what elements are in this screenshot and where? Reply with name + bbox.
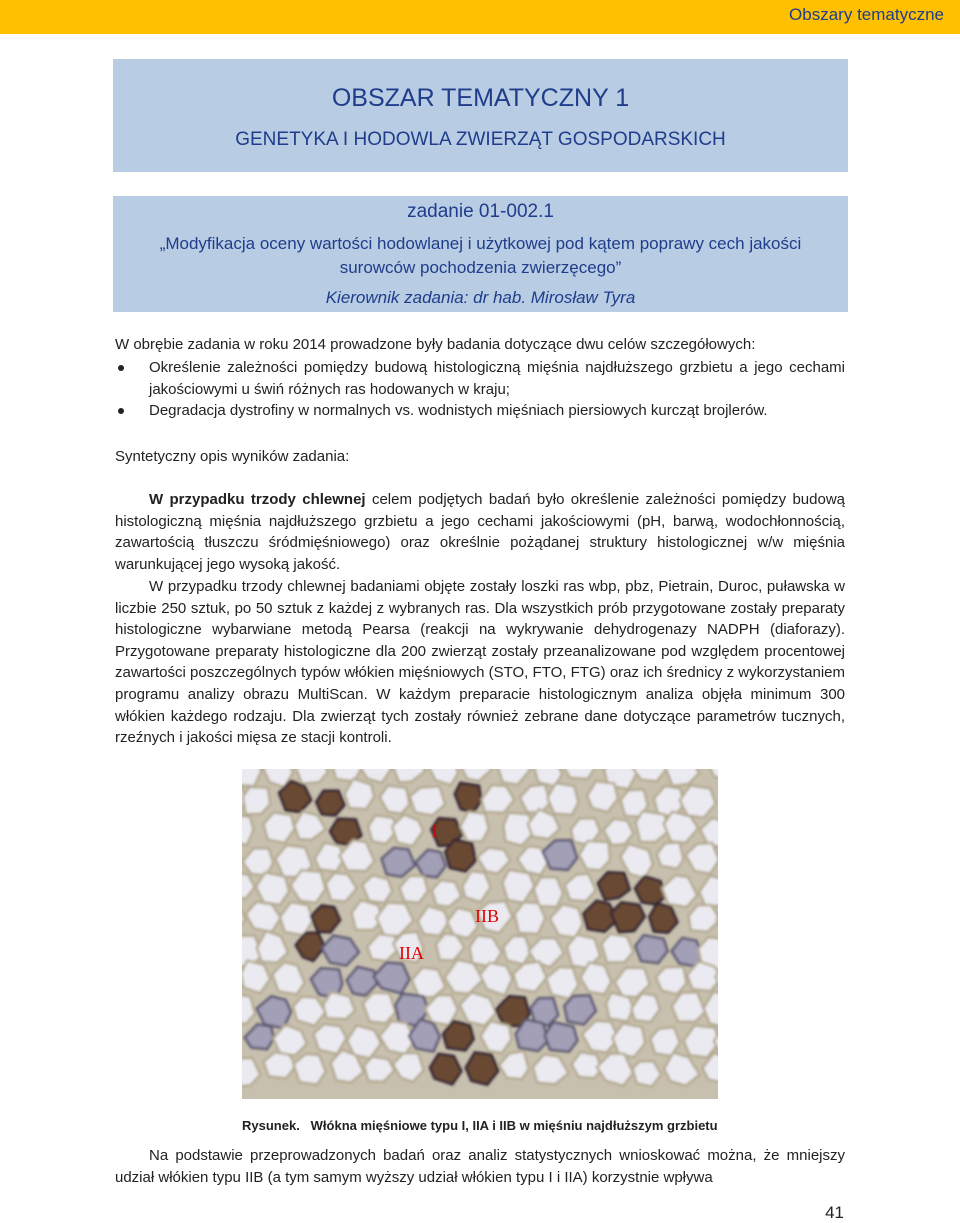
caption-text: Włókna mięśniowe typu I, IIA i IIB w mięśniu najdłuższym grzbietu (310, 1118, 718, 1133)
paragraph-1-bold: W przypadku trzody chlewnej (149, 491, 366, 508)
area-subtitle: GENETYKA I HODOWLA ZWIERZĄT GOSPODARSKICH (235, 129, 726, 150)
task-title: „Modyfikacja oceny wartości hodowlanej i użytkowej pod kątem poprawy cech jakości surowców pochodzenia zwierzęcego” (159, 234, 802, 277)
muscle-fiber (293, 1054, 325, 1085)
paragraph-1-text: celem podjętych badań było określenie zależności pomiędzy budową histologiczną mięśnia najdłuższego grzbietu a jego cechami jakościowymi (pH, barwą, wodochłonnością, zawartością tłuszczu śródmięśniowego) oraz określnie pożądanej struktury histologicznej w/w mięśnia warunkującej jego wysoką jakość. (115, 491, 845, 573)
muscle-fiber (445, 840, 475, 872)
bullet-icon (118, 408, 124, 414)
muscle-fiber (579, 841, 610, 870)
muscle-fiber (363, 993, 396, 1023)
caption-prefix: Rysunek. (242, 1118, 300, 1133)
intro-text: W obrębie zadania w roku 2014 prowadzone były badania dotyczące dwu celów szczegółowych: (115, 336, 756, 353)
muscle-fiber (606, 993, 633, 1022)
label-type-i: I (432, 821, 438, 841)
section-title: Obszary tematyczne (789, 5, 944, 24)
list-item (115, 400, 845, 422)
task-id: zadanie 01-002.1 (407, 201, 554, 222)
muscle-fiber (656, 967, 687, 994)
page-number: 41 (825, 1203, 844, 1222)
paragraph-2: W przypadku trzody chlewnej badaniami objęte zostały loszki ras wbp, pbz, Pietrain, Duroc, puławska w liczbie 250 sztuk, po 50 sztuk z każdej z wybranych ras. Dla wszystkich prób przygotowane zostały preparaty histologiczne wybarwiane metodą Pearsa (reakcji na wykrywanie dehydrogenazy NADPH (diaforazy). Przygotowane preparaty histologiczne dla 200 zwierząt zostały przeanalizowane pod względem procentowej zawartości poszczególnych typów włókien mięśniowych (STO, FTO, FTG) oraz ich średnicy z wykorzystaniem programu analizy obrazu MultiScan. W każdym preparacie histologicznym analiza objęła minimum 300 włókien każdego rodzaju. Dla zwierząt tych zostały również zebrane dane dotyczące parametrów tucznych, rzeźnych i jakości mięsa ze stacji kontroli. (115, 578, 845, 747)
paragraph-1 (115, 489, 845, 575)
muscle-fiber (545, 1022, 578, 1052)
muscle-fiber (602, 934, 634, 963)
synopsis-heading: Syntetyczny opis wyników zadania: (115, 448, 350, 465)
goal-text: Określenie zależności pomiędzy budową histologiczną mięśnia najdłuższego grzbietu a jego cechami jakościowymi u świń różnych ras hodowanych w kraju; (149, 359, 845, 398)
figure-caption (242, 1118, 718, 1133)
area-title: OBSZAR TEMATYCZNY 1 (331, 84, 630, 112)
muscle-fiber (243, 787, 270, 814)
muscle-fiber (689, 905, 718, 932)
muscle-fiber (650, 1027, 679, 1055)
paragraph-3: Na podstawie przeprowadzonych badań oraz analiz statystycznych wnioskować można, że mniejszy udział włókien typu IIB (a tym samym wyższy udział włókien typu I i IIA) korzystnie wpływa (115, 1147, 845, 1186)
task-leader: Kierownik zadania: dr hab. Mirosław Tyra (325, 288, 636, 307)
area-title-box (113, 59, 848, 172)
goals-list (115, 357, 845, 422)
muscle-fiber-micrograph (242, 769, 718, 1099)
muscle-fiber (323, 992, 355, 1019)
micrograph-image (242, 769, 718, 1099)
header-bar (0, 0, 960, 34)
muscle-fiber (547, 783, 578, 814)
goal-text: Degradacja dystrofiny w normalnych vs. wodnistych mięśniach piersiowych kurcząt brojlerów. (149, 402, 768, 420)
task-box (113, 196, 848, 312)
muscle-fiber (515, 902, 546, 934)
label-type-iib: IIB (475, 906, 499, 926)
bullet-icon (118, 365, 124, 371)
list-item (115, 357, 845, 400)
muscle-fiber (635, 935, 667, 963)
label-type-iia: IIA (399, 943, 424, 963)
